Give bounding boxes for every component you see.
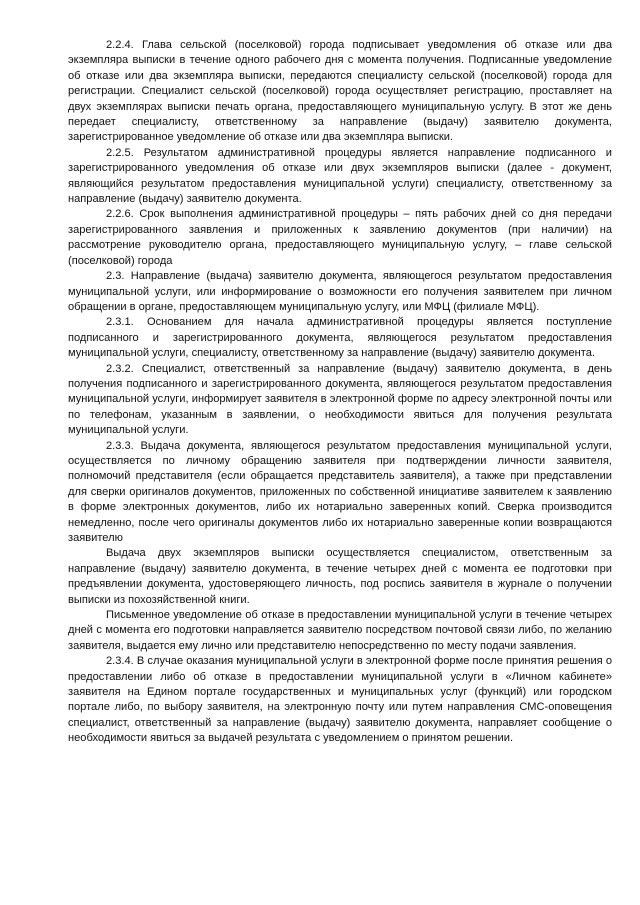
paragraph-2-3-1: 2.3.1. Основанием для начала административной процедуры является поступление подписанного и зарегистрированного документа, являющегося результатом предоставления муниципальной услуги, специалисту, ответственному за направление (выдачу) заявителю документа. <box>68 316 612 360</box>
paragraph-refusal-notice: Письменное уведомление об отказе в предоставлении муниципальной услуги в течение четырех дней с момента его подготовки направляется заявителю посредством почтовой связи либо, по желанию заявителя, выдается ему лично или представителю непосредственно по месту подачи заявления. <box>68 609 612 652</box>
paragraph-2-3-2: 2.3.2. Специалист, ответственный за направление (выдачу) заявителю документа, в день получения подписанного и зарегистрированного документа, являющегося результатом предоставления муниципальной услуги, информирует заявителя в электронной форме по адресу электронной почты или по телефонам, указанным в заявлении, о необходимости явиться для получения результата муниципальной услуги. <box>68 362 612 437</box>
document-page <box>68 38 612 747</box>
paragraph-2-3-4: 2.3.4. В случае оказания муниципальной услуги в электронной форме после принятия решения о предоставлении либо об отказе в предоставлении муниципальной услуги в «Личном кабинете» заявителя на Едином портале государственных и муниципальных услуг (функций) или городском портале либо, по выбору заявителя, на электронную почту или путем направления СМС-оповещения специалист, ответственный за направление (выдачу) заявителю документа, направляет сообщение о необходимости явиться за выдачей результата с уведомлением о принятом решении. <box>68 655 612 745</box>
paragraph-2-2-5: 2.2.5. Результатом административной процедуры является направление подписанного и зарегистрированного уведомления об отказе или двух экземпляров выписки (далее - документ, являющийся результатом предоставления муниципальной услуги) специалисту, ответственному за направление (выдачу) заявителю документа. <box>68 146 612 206</box>
paragraph-2-2-6: 2.2.6. Срок выполнения административной процедуры – пять рабочих дней со дня передачи зарегистрированного заявления и приложенных к заявлению документов (при наличии) на рассмотрение руководителю органа, предоставляющего муниципальную услугу, – главе сельской (поселковой) города <box>68 208 612 267</box>
paragraph-issuance-extract: Выдача двух экземпляров выписки осуществляется специалистом, ответственным за направление (выдачу) заявителю документа, в течение четырех дней с момента ее подготовки при предъявлении документа, удостоверяющего личность, под роспись заявителя в журнале о получении выписки из похозяйственной книги. <box>68 547 612 606</box>
paragraph-2-2-4: 2.2.4. Глава сельской (поселковой) города подписывает уведомления об отказе или два экземпляра выписки в течение одного рабочего дня с момента получения. Подписанные уведомление об отказе или два экземпляра выписки, передаются специалисту сельской (поселковой) города для регистрации. Специалист сельской (поселковой) города осуществляет регистрацию, проставляет на двух экземплярах выписки печать органа, предоставляющего муниципальную услугу. В этот же день передает специалисту, ответственному за направление (выдачу) заявителю документа, зарегистрированное уведомление об отказе или два экземпляра выписки. <box>68 39 612 144</box>
paragraph-2-3: 2.3. Направление (выдача) заявителю документа, являющегося результатом предоставления муниципальной услуги, или информирование о возможности его получения заявителем при личном обращении в органе, предоставляющем муниципальную услугу, или МФЦ (филиале МФЦ). <box>68 270 612 313</box>
paragraph-2-3-3: 2.3.3. Выдача документа, являющегося результатом предоставления муниципальной услуги, осуществляется по личному обращению заявителя при подтверждении личности заявителя, полномочий представителя (если обращается представитель заявителя), а также при представлении для сверки оригиналов документов, приложенных по собственной инициативе заявителем к заявлению в форме электронных документов, либо их нотариально заверенных копий. Сверка производится немедленно, после чего оригиналы документов либо их нотариально заверенные копии возвращаются заявителю <box>68 439 612 544</box>
